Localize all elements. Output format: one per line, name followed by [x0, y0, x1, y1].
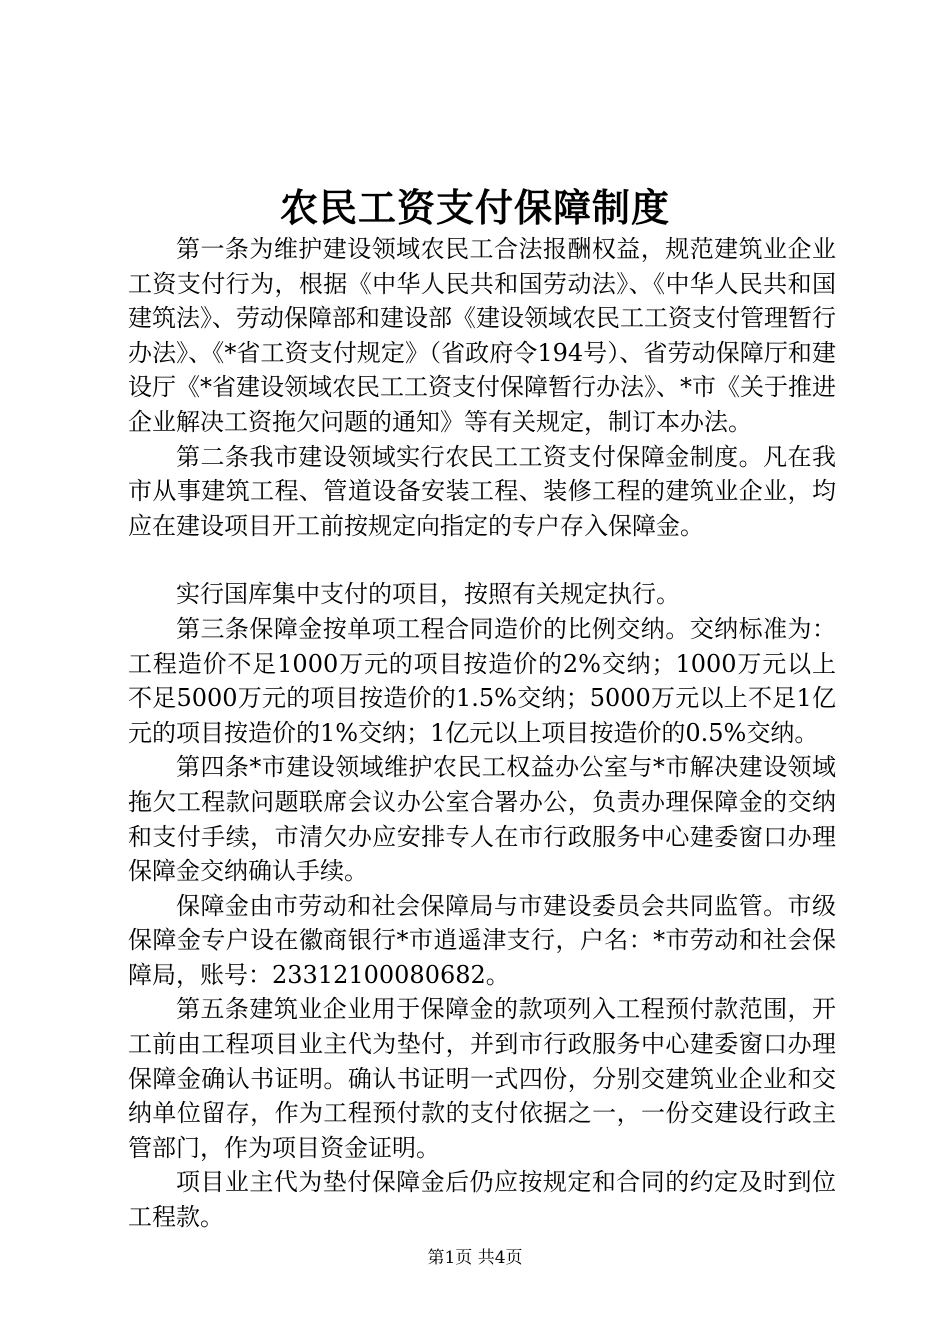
paragraph-article-4: 第四条*市建设领域维护农民工权益办公室与*市解决建设领域拖欠工程款问题联席会议办公室合署办公，负责办理保障金的交纳和支付手续，市清欠办应安排专人在市行政服务中心建委窗口办理保障金交纳确认手续。 [128, 753, 836, 886]
paragraph-treasury-payment: 实行国库集中支付的项目，按照有关规定执行。 [176, 580, 680, 609]
paragraph-supervision: 保障金由市劳动和社会保障局与市建设委员会共同监管。市级保障金专户设在徽商银行*市逍遥津支行，户名：*市劳动和社会保障局，账号：23312100080682。 [128, 891, 836, 989]
paragraph-article-1: 第一条为维护建设领域农民工合法报酬权益，规范建筑业企业工资支付行为，根据《中华人民共和国劳动法》、《中华人民共和国建筑法》、劳动保障部和建设部《建设领域农民工工资支付管理暂行办法》、《*省工资支付规定》（省政府令194号）、省劳动保障厅和建设厅《*省建设领域农民工工资支付保障暂行办法》、*市《关于推进企业解决工资拖欠问题的通知》等有关规定，制订本办法。 [128, 235, 836, 436]
paragraph-article-2: 第二条我市建设领域实行农民工工资支付保障金制度。凡在我市从事建筑工程、管道设备安装工程、装修工程的建筑业企业，均应在建设项目开工前按规定向指定的专户存入保障金。 [128, 442, 836, 540]
paragraph-project-owner: 项目业主代为垫付保障金后仍应按规定和合同的约定及时到位工程款。 [128, 1168, 836, 1232]
document-title: 农民工资支付保障制度 [279, 185, 670, 230]
page-footer: 第1页 共4页 [427, 1248, 523, 1268]
paragraph-article-5: 第五条建筑业企业用于保障金的款项列入工程预付款范围，开工前由工程项目业主代为垫付，并到市行政服务中心建委窗口办理保障金确认书证明。确认书证明一式四份，分别交建筑业企业和交纳单位留存，作为工程预付款的支付依据之一，一份交建设行政主管部门，作为项目资金证明。 [128, 995, 836, 1162]
document-body [128, 232, 836, 1235]
paragraph-article-3: 第三条保障金按单项工程合同造价的比例交纳。交纳标准为：工程造价不足1000万元的项目按造价的2%交纳；1000万元以上不足5000万元的项目按造价的1.5%交纳；5000万元以上不足1亿元的项目按造价的1%交纳；1亿元以上项目按造价的0.5%交纳。 [128, 614, 836, 747]
